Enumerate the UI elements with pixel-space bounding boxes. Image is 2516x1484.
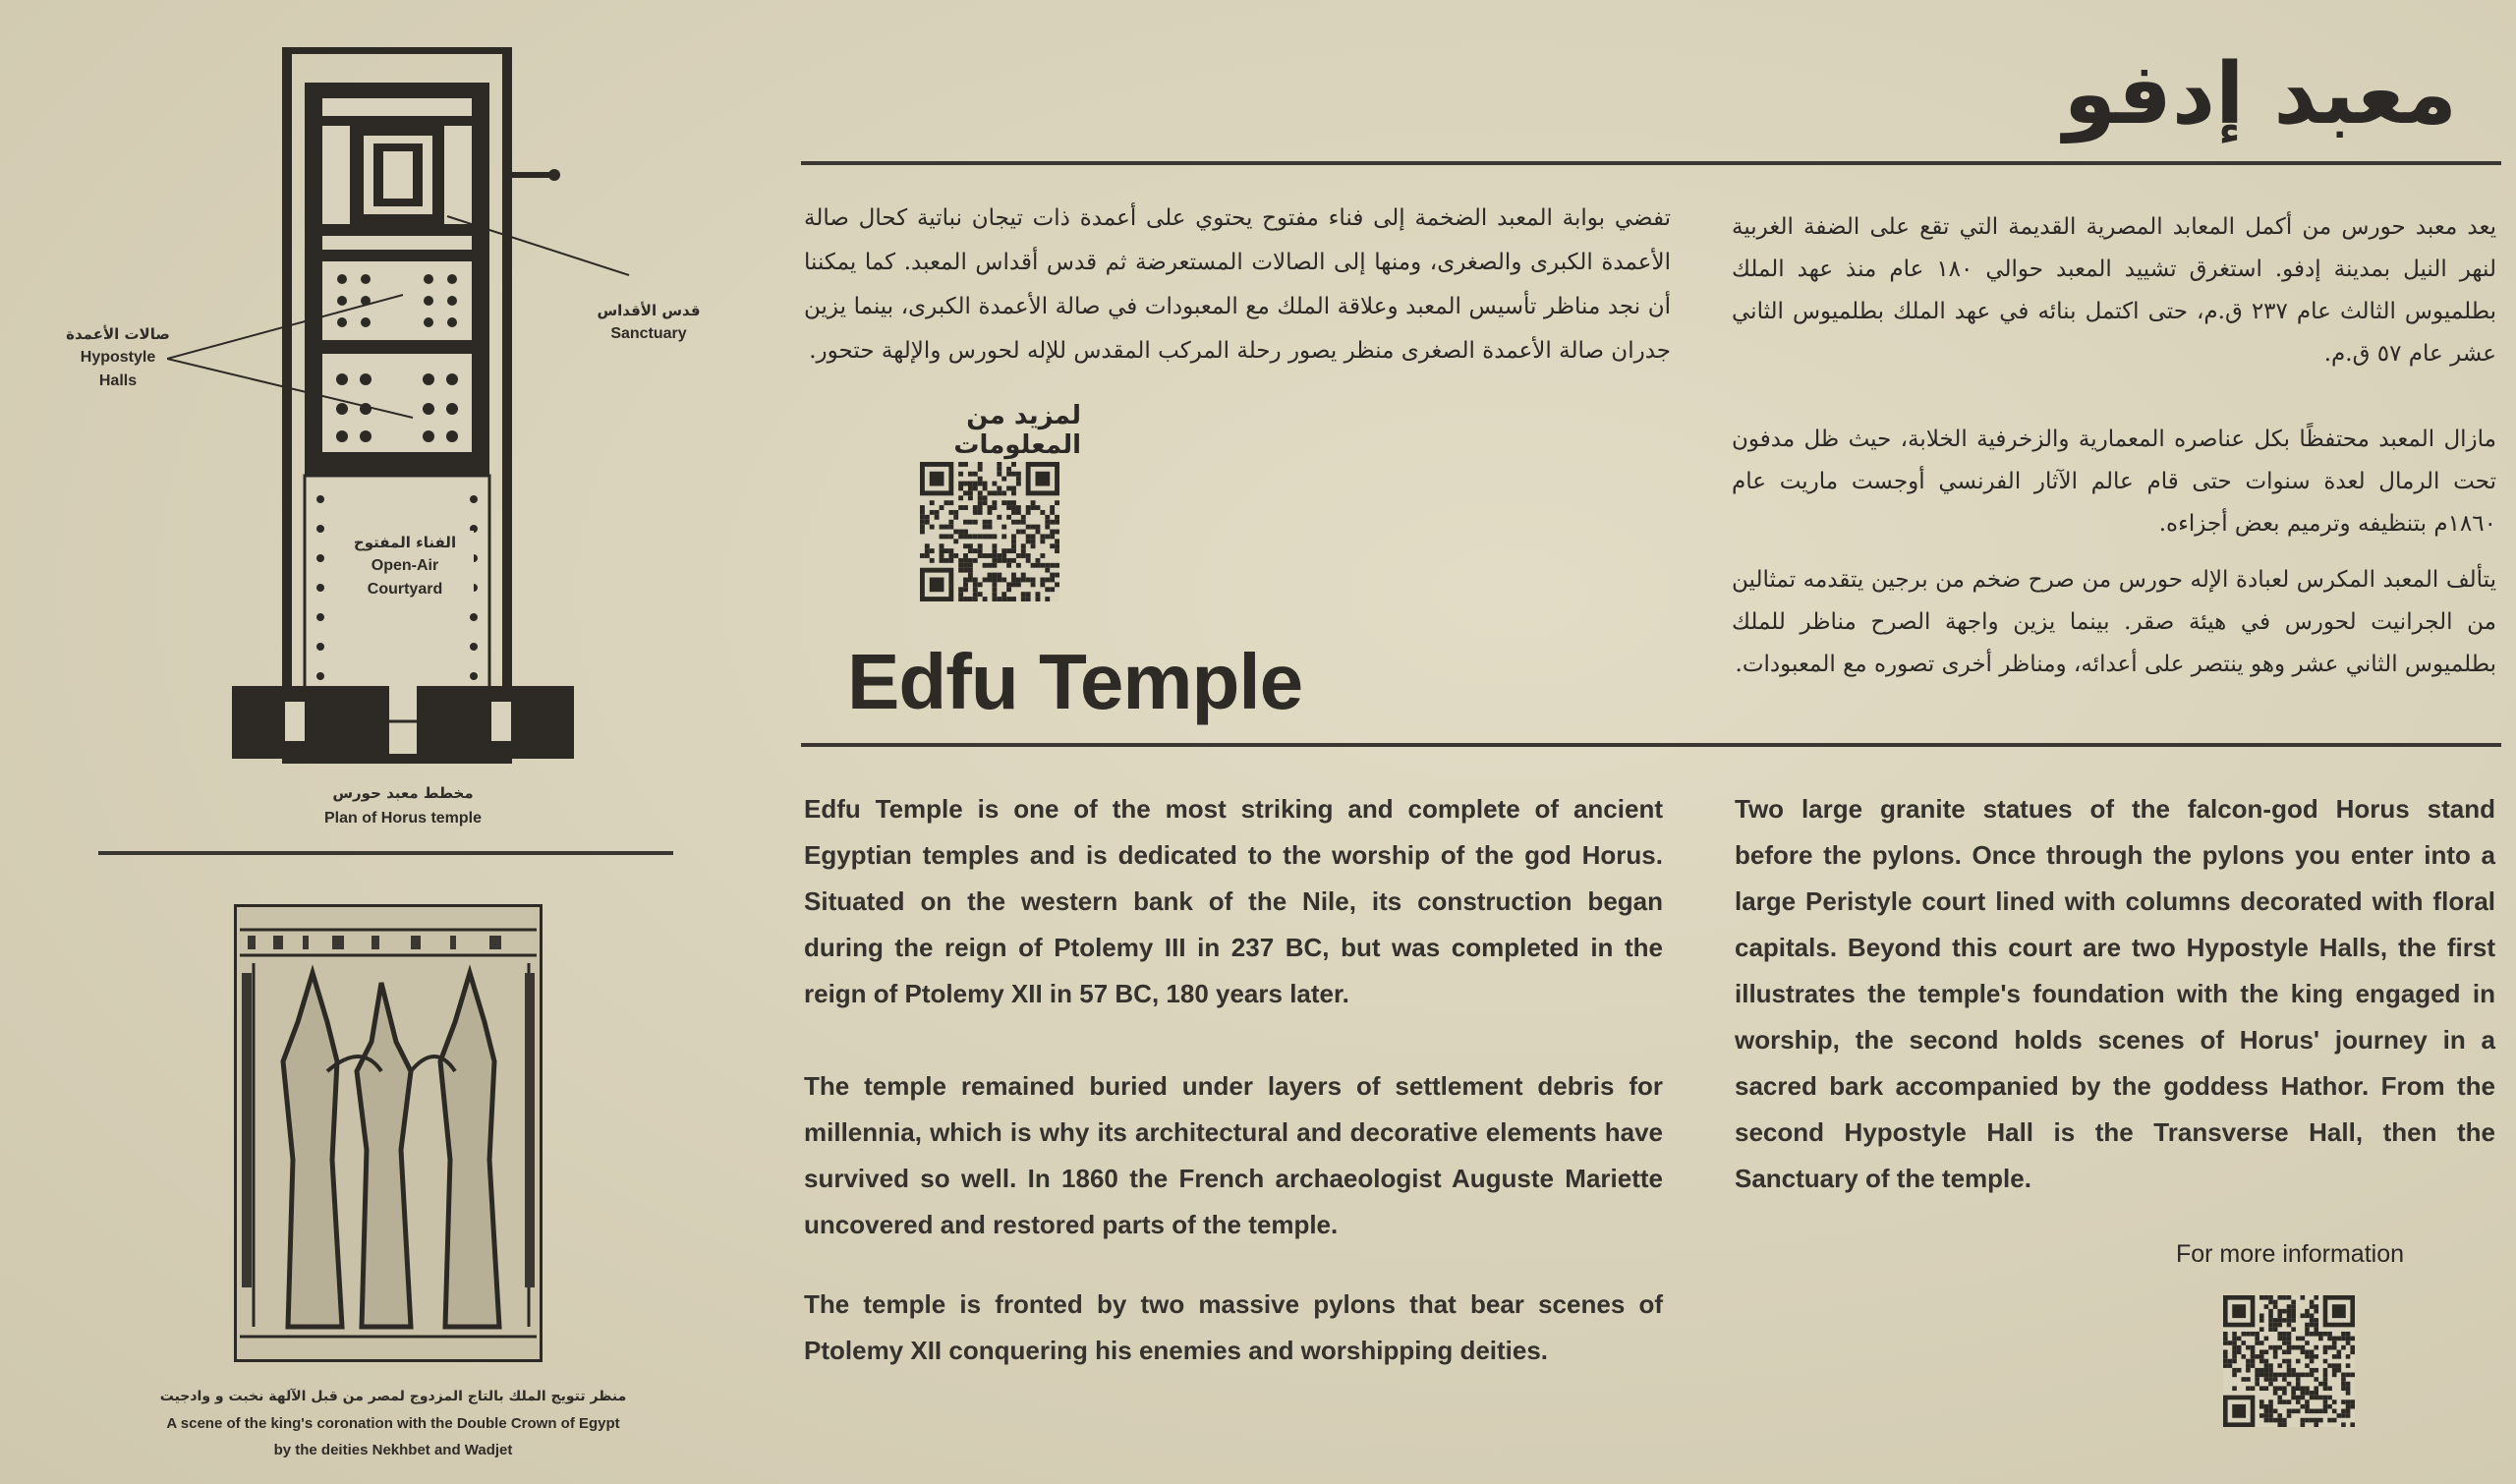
english-column-left	[804, 786, 1663, 1374]
arabic-column-right	[1732, 206, 2496, 686]
label-courtyard-ar: الفناء المفتوح	[353, 534, 457, 551]
label-courtyard-en-1: Open-Air	[371, 557, 439, 574]
english-column-right	[1735, 786, 2495, 1202]
label-hypostyle-en-2: Halls	[98, 372, 138, 389]
arabic-column-left	[804, 197, 1671, 373]
label-hypostyle-ar: صالات الأعمدة	[66, 325, 170, 343]
label-hypostyle-en-1: Hypostyle	[80, 349, 156, 366]
label-sanctuary	[580, 299, 717, 346]
english-paragraph-3: The temple is fronted by two massive pylons that bear scenes of Ptolemy XII conquering his enemies and worshipping deities.	[804, 1289, 1663, 1365]
plan-caption-en: Plan of Horus temple	[323, 810, 483, 827]
title-english: Edfu Temple	[847, 638, 1303, 725]
relief-caption	[118, 1384, 668, 1463]
plan-caption-ar: مخطط معبد حورس	[332, 784, 474, 802]
more-info-english: For more information	[2175, 1240, 2405, 1268]
label-sanctuary-ar: قدس الأقداس	[597, 302, 701, 319]
label-courtyard-en-2: Courtyard	[367, 581, 443, 598]
arabic-paragraph-3: يتألف المعبد المكرس لعبادة الإله حورس من صرح ضخم من برجين يتقدمه تمثالين من الجرانيت لحورس في هيئة صقر. بينما يزين واجهة الصرح مناظر للملك بطلميوس الثاني عشر وهو ينتصر على أعدائه، ومناظر أخرى تصوره مع المعبودات.	[1732, 567, 2496, 677]
relief-caption-ar: منظر تتويج الملك بالتاج المزدوج لمصر من قبل الآلهة نخبت و وادجيت	[159, 1389, 627, 1404]
title-arabic: معبد إدفو	[2063, 45, 2457, 143]
label-courtyard	[336, 531, 474, 601]
arabic-paragraph-4: تفضي بوابة المعبد الضخمة إلى فناء مفتوح يحتوي على أعمدة ذات تيجان نباتية كحال صالة الأعمدة الكبرى والصغرى، ومنها إلى الصالات المستعرضة ثم قدس أقداس المعبد. كما يمكننا أن نجد مناظر تأسيس المعبد وعلاقة الملك مع المعبودات في صالة الأعمدة الكبرى، بينما يزين جدران صالة الأعمدة الصغرى منظر يصور رحلة المركب المقدس للإله لحورس والإلهة حتحور.	[804, 205, 1671, 364]
english-paragraph-2: The temple remained buried under layers of settlement debris for millennia, which is why its architectural and decorative elements have survived so well. In 1860 the French archaeologist Auguste Mariette uncovered and restored parts of the temple.	[804, 1071, 1663, 1239]
english-paragraph-4: Two large granite statues of the falcon-god Horus stand before the pylons. Once through the pylons you enter into a large Peristyle court lined with columns decorated with floral capitals. Beyond this court are two Hypostyle Halls, the first illustrates the temple's foundation with the king engaged in worship, the second holds scenes of Horus' journey in a sacred bark accompanied by the goddess Hathor. From the second Hypostyle Hall is the Transverse Hall, then the Sanctuary of the temple.	[1735, 794, 2495, 1193]
top-rule	[801, 161, 2501, 165]
plan-leader-lines	[167, 157, 639, 452]
more-info-arabic: لمزيد من المعلومات	[953, 401, 1081, 460]
arabic-paragraph-2: مازال المعبد محتفظًا بكل عناصره المعمارية والزخرفية الخلابة، حيث ظل مدفون تحت الرمال لعدة سنوات حتى قام عالم الآثار الفرنسي أوجست ماريت عام ١٨٦٠م بتنظيفه وترميم بعض أجزاءه.	[1732, 427, 2496, 537]
relief-caption-en-1: A scene of the king's coronation with the Double Crown of Egypt	[166, 1415, 620, 1432]
middle-rule	[801, 743, 2501, 747]
left-divider	[98, 851, 673, 855]
qr-code-english[interactable]	[2223, 1295, 2355, 1427]
plan-caption	[265, 780, 541, 831]
coronation-relief-image	[234, 904, 543, 1362]
arabic-paragraph-1: يعد معبد حورس من أكمل المعابد المصرية القديمة التي تقع على الضفة الغربية لنهر النيل بمدينة إدفو. استغرق تشييد المعبد حوالي ١٨٠ عام منذ عهد الملك بطلميوس الثالث عام ٢٣٧ ق.م، حتى اكتمل بنائه في عهد الملك بطلميوس الثاني عشر عام ٥٧ ق.م.	[1732, 214, 2496, 367]
label-hypostyle	[49, 322, 187, 393]
qr-code-arabic[interactable]	[920, 462, 1059, 601]
english-paragraph-1: Edfu Temple is one of the most striking and complete of ancient Egyptian temples and is dedicated to the worship of the god Horus. Situated on the western bank of the Nile, its construction began during the reign of Ptolemy III in 237 BC, but was completed in the reign of Ptolemy XII in 57 BC, 180 years later.	[804, 794, 1663, 1008]
label-sanctuary-en: Sanctuary	[610, 325, 687, 342]
relief-caption-en-2: by the deities Nekhbet and Wadjet	[273, 1442, 513, 1458]
